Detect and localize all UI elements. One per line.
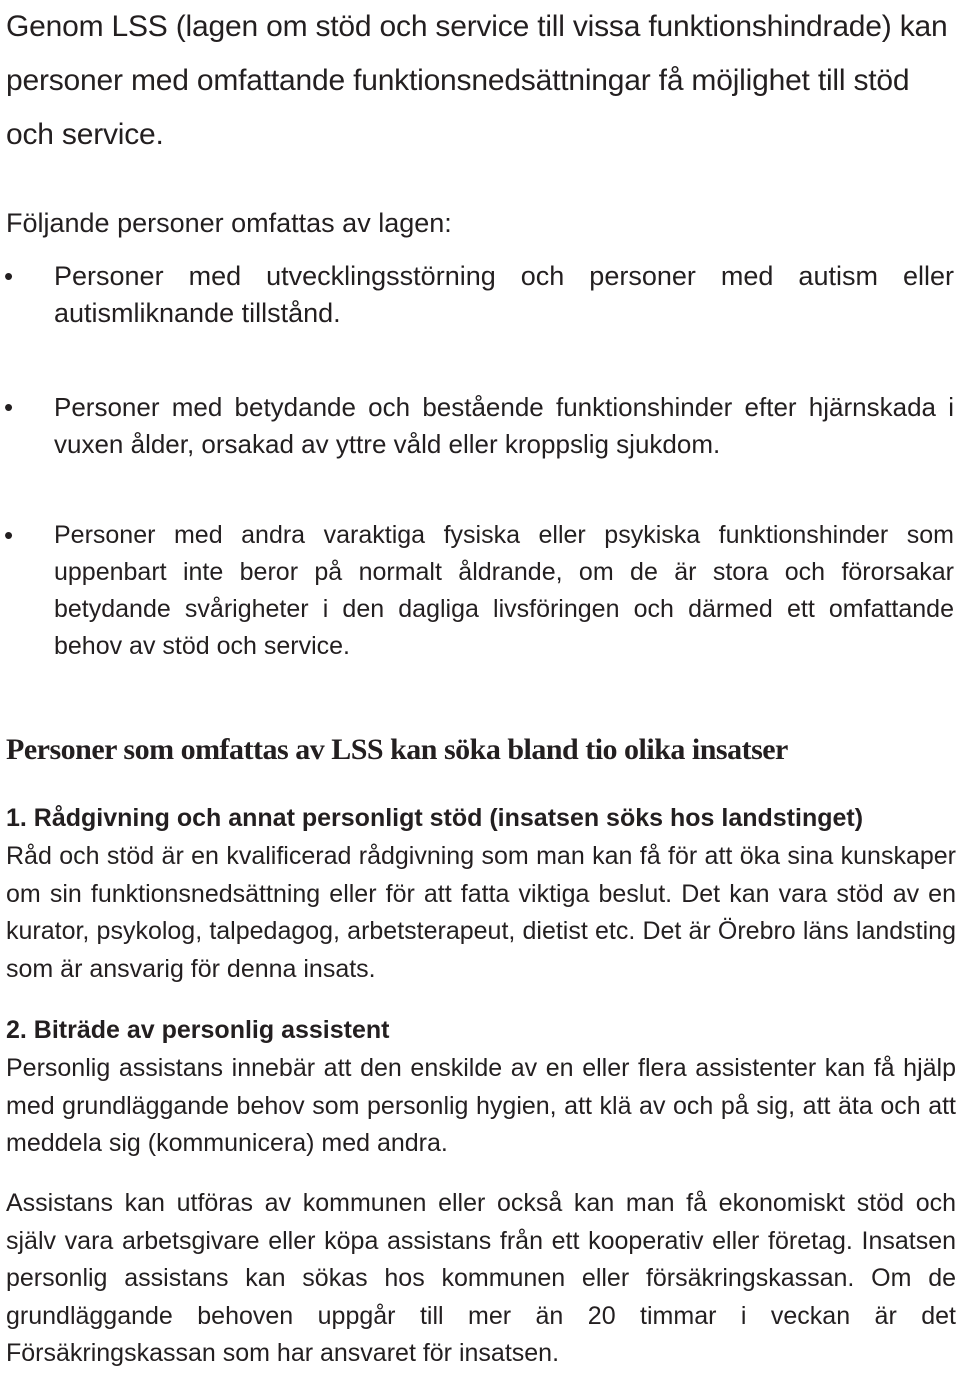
- bullet-marker: •: [4, 261, 14, 291]
- section-heading: Personer som omfattas av LSS kan söka bland tio olika insatser: [6, 733, 788, 766]
- bullet-marker: •: [4, 520, 14, 550]
- item-paragraph: Assistans kan utföras av kommunen eller också kan man få ekonomiskt stöd och själv vara arbetsgivare eller köpa assistans från ett kooperativ eller företag. Insatsen personlig assistans kan sökas hos kommunen eller försäkringskassan. Om de grundläggande behoven uppgår till mer än 20 timmar i veckan är det Försäkringskassan som har ansvaret för insatsen.: [6, 1189, 956, 1367]
- list-item: [4, 258, 954, 332]
- item-title-personlig-assistent: 2. Biträde av personlig assistent: [6, 1016, 390, 1044]
- list-item: [4, 517, 954, 665]
- lead-sentence: Följande personer omfattas av lagen:: [6, 208, 452, 238]
- list-item-text: Personer med betydande och bestående funktionshinder efter hjärnskada i vuxen ålder, orsakad av yttre våld eller kroppslig sjukdom.: [54, 392, 954, 459]
- list-item-text: Personer med utvecklingsstörning och personer med autism eller autismliknande tillstånd.: [54, 261, 954, 328]
- list-item: [4, 389, 954, 463]
- item-paragraph: Personlig assistans innebär att den enskilde av en eller flera assistenter kan få hjälp med grundläggande behov som personlig hygien, att klä av och på sig, att äta och att meddela sig (kommunicera) med andra.: [6, 1054, 956, 1157]
- item-title-radgivning: 1. Rådgivning och annat personligt stöd (insatsen söks hos landstinget): [6, 804, 864, 832]
- intro-paragraph: Genom LSS (lagen om stöd och service till vissa funktionshindrade) kan personer med omfattande funktionsnedsättningar få möjlighet till stöd och service.: [6, 10, 948, 151]
- item-paragraph: Råd och stöd är en kvalificerad rådgivning som man kan få för att öka sina kunskaper om sin funktionsnedsättning eller för att fatta viktiga beslut. Det kan vara stöd av en kurator, psykolog, talpedagog, arbetsterapeut, dietist etc. Det är Örebro läns landsting som är ansvarig för denna insats.: [6, 842, 956, 983]
- list-item-text: Personer med andra varaktiga fysiska eller psykiska funktionshinder som uppenbart inte beror på normalt åldrande, om de är stora och förorsakar betydande svårigheter i den dagliga livsföringen och därmed ett omfattande behov av stöd och service.: [54, 521, 954, 660]
- bullet-marker: •: [4, 392, 14, 422]
